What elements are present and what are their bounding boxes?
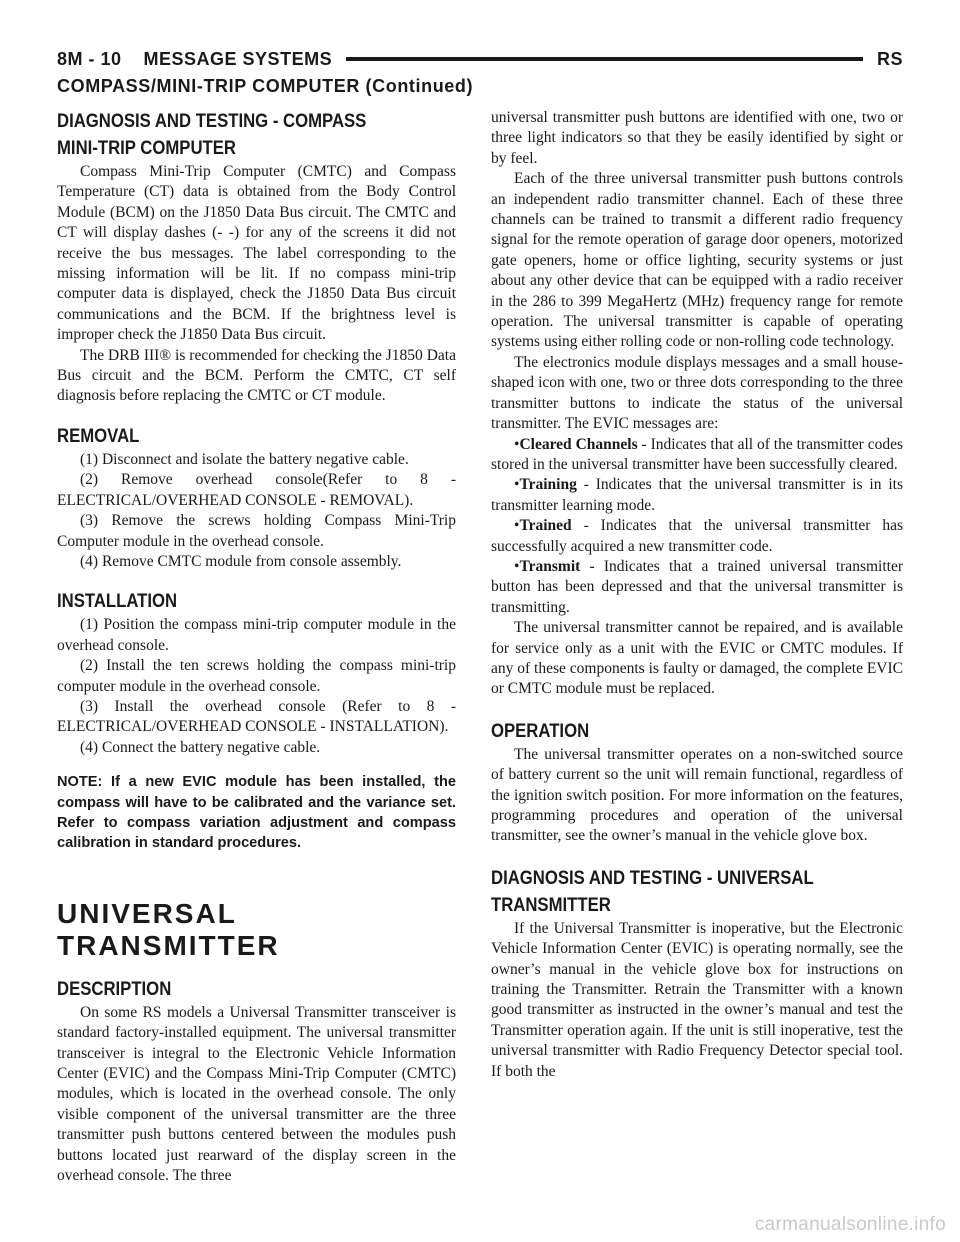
bullet-text: - Indicates that a trained universal transmitter button has been depressed and that the universal transmitter is transmitting. [491,557,903,616]
install-step-3: (3) Install the overhead console (Refer to 8 - ELECTRICAL/OVERHEAD CONSOLE - INSTALLATION). [57,697,456,736]
watermark: carmanualsonline.info [754,1214,946,1235]
removal-step-3: (3) Remove the screws holding Compass Mini-Trip Computer module in the overhead console. [57,512,456,550]
diag2-paragraph: If the Universal Transmitter is inoperative, but the Electronic Vehicle Information Center (EVIC) is operating normally, see the owner’s manual in the vehicle glove box for instructions on training the Transmitter. Retrain the Transmitter with a known good transmitter as instructed in the owner’s manual and test the Transmitter operation again. If the unit is still inoperative, test the universal transmitter with Radio Frequency Detector special tool. If both the [491,919,903,1080]
bullet-text: - Indicates that all of the transmitter codes stored in the universal transmitter have been successfully cleared. [491,435,903,473]
continued-title: COMPASS/MINI-TRIP COMPUTER (Continued) [57,76,474,96]
section-title: MESSAGE SYSTEMS [143,48,333,69]
evic-message-cleared: •Cleared Channels - Indicates that all of the transmitter codes stored in the universal transmitter have been successfully cleared. [491,435,903,473]
removal-step-1: (1) Disconnect and isolate the battery negative cable. [80,450,409,468]
description-paragraph-2: Each of the three universal transmitter push buttons controls an independent radio transmitter channel. Each of these three channels can be trained to transmit a different radio frequency signal for the remote operation of garage door openers, motorized gate openers, home or office lighting, security systems or just about any other device that can be equipped with a radio receiver in the 286 to 399 MegaHertz (MHz) frequency range for remote operation. The universal transmitter is capable of operating systems using either rolling code or non-rolling code technology. [491,170,903,351]
page-header [57,44,903,74]
install-step-1: (1) Position the compass mini-trip computer module in the overhead console. [57,616,456,654]
bullet-term: Cleared Channels [519,435,638,453]
calibration-note: NOTE: If a new EVIC module has been installed, the compass will have to be calibrated and the variance set. Refer to compass variation adjustment and compass calibration in standard procedures. [57,774,456,852]
description-title: DESCRIPTION [57,978,172,1000]
diag2-title-line-2: TRANSMITTER [491,894,611,916]
diag-title-line-1: DIAGNOSIS AND TESTING - COMPASS [57,111,367,132]
operation-title: OPERATION [491,720,590,742]
bullet-text: - Indicates that the universal transmitter has successfully acquired a new transmitter code. [491,517,903,555]
bullet-text: - Indicates that the universal transmitter is in its transmitter learning mode. [491,476,903,514]
description-continued: universal transmitter push buttons are identified with one, two or three light indicators so that they be easily identified by sight or by feel. [491,109,903,167]
removal-step-4: (4) Remove CMTC module from console assembly. [80,552,402,570]
diag-paragraph-2: The DRB III® is recommended for checking the J1850 Data Bus circuit and the BCM. Perform the CMTC, CT self diagnosis before replacing the CMTC or CT module. [57,346,456,405]
removal-title: REMOVAL [57,425,140,447]
diag-title-line-2: MINI-TRIP COMPUTER [57,138,236,159]
bullet-term: Trained [519,517,572,535]
right-column [491,108,903,1082]
operation-paragraph: The universal transmitter operates on a non-switched source of battery current so the unit will remain functional, regardless of the ignition switch position. For more information on the features, programming procedures and operation of the universal transmitter, see the owner’s manual in the vehicle glove box. [491,745,903,845]
universal-transmitter-title: UNIVERSAL TRANSMITTER [57,897,280,961]
install-step-2: (2) Install the ten screws holding the compass mini-trip computer module in the overhead console. [57,657,456,695]
evic-message-transmit: •Transmit - Indicates that a trained universal transmitter button has been depressed and that the universal transmitter is transmitting. [491,557,903,616]
left-column [57,108,456,1186]
evic-message-training: •Training - Indicates that the universal transmitter is in its transmitter learning mode. [491,476,903,514]
installation-title: INSTALLATION [57,591,178,613]
page-number: 8M - 10 [57,48,122,69]
diag2-title-line-1: DIAGNOSIS AND TESTING - UNIVERSAL [491,867,814,889]
diag-paragraph-1: Compass Mini-Trip Computer (CMTC) and Compass Temperature (CT) data is obtained from the Body Control Module (BCM) on the J1850 Data Bus circuit. The CMTC and CT will display dashes (- -) for any of the screens it did not receive the bus messages. The label corresponding to the missing information will be lit. If no compass mini-trip computer data is displayed, check the J1850 Data Bus circuit communications and the BCM. If the brightness level is improper check the J1850 Data Bus circuit. [57,163,456,344]
evic-message-trained: •Trained - Indicates that the universal transmitter has successfully acquired a new transmitter code. [491,517,903,555]
description-paragraph-3: The electronics module displays messages and a small house-shaped icon with one, two or three dots corresponding to the three transmitter buttons to indicate the status of the universal transmitter. The EVIC messages are: [491,353,903,433]
description-paragraph-4: The universal transmitter cannot be repaired, and is available for service only as a unit with the EVIC or CMTC modules. If any of these components is faulty or damaged, the complete EVIC or CMTC module must be replaced. [491,619,903,698]
header-rule [346,57,863,61]
model-code: RS [876,48,903,69]
install-step-4: (4) Connect the battery negative cable. [80,738,321,756]
bullet-term: Transmit [519,557,581,575]
description-paragraph-1: On some RS models a Universal Transmitter transceiver is standard factory-installed equipment. The universal transmitter transceiver is integral to the Electronic Vehicle Information Center (EVIC) and the Compass Mini-Trip Computer (CMTC) modules, which is located in the overhead console. The only visible component of the universal transmitter are the three transmitter push buttons centered between the modules push buttons located just rearward of the display screen in the overhead console. The three [57,1003,456,1185]
bullet-term: Training [519,476,577,494]
removal-step-2: (2) Remove overhead console(Refer to 8 - ELECTRICAL/OVERHEAD CONSOLE - REMOVAL). [57,471,456,509]
